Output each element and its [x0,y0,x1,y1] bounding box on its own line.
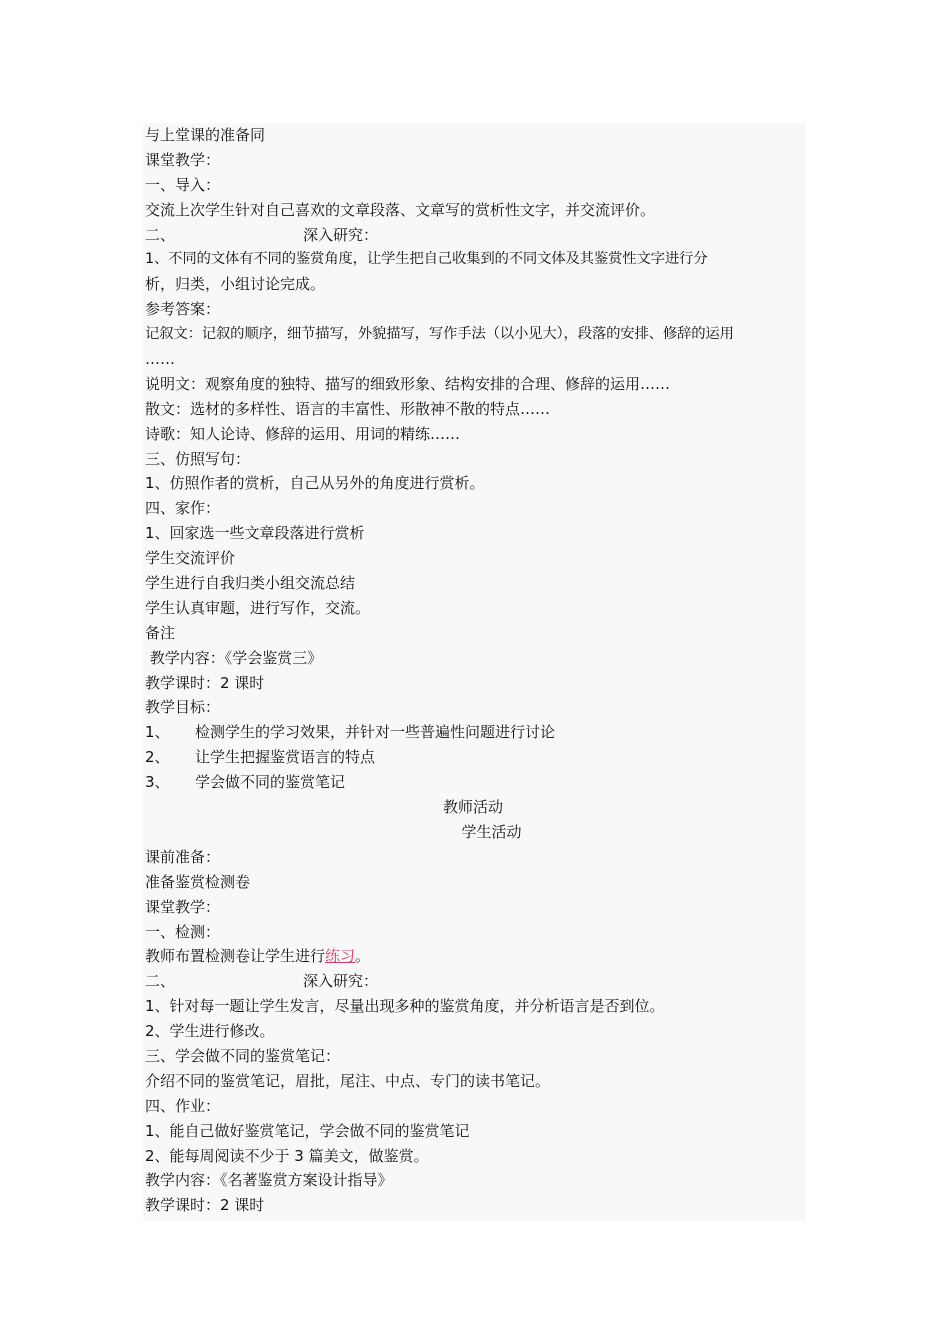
text-line: 四、作业： [145,1096,221,1115]
text-line: 2、能每周阅读不少于 3 篇美文，做鉴赏。 [145,1146,429,1165]
text-line: 1、能自己做好鉴赏笔记，学会做不同的鉴赏笔记 [145,1121,470,1140]
text-line: 教学内容：《学会鉴赏三》 [145,648,323,667]
text-line: 诗歌：知人论诗、修辞的运用、用词的精练…… [145,424,461,443]
text-line: 课堂教学： [145,150,221,169]
text-line: 教学目标： [145,698,221,717]
text-line: 1、仿照作者的赏析，自己从另外的角度进行赏析。 [145,474,485,493]
section-heading [143,223,806,248]
text-line: 学生进行自我归类小组交流总结 [145,574,356,593]
text-line: 1、针对每一题让学生发言，尽量出现多种的鉴赏角度，并分析语言是否到位。 [145,997,665,1016]
section-title: 深入研究： [303,225,379,244]
section-heading [143,969,806,994]
text-line: 四、家作： [145,499,221,518]
objective-item [143,745,806,770]
text-line: 说明文：观察角度的独特、描写的细致形象、结构安排的合理、修辞的运用…… [145,374,671,393]
text-line: 与上堂课的准备同 [145,126,266,144]
objective-text: 检测学生的学习效果，并针对一些普遍性问题进行讨论 [195,723,556,742]
text-line: 三、学会做不同的鉴赏笔记： [145,1046,341,1065]
text-line: 一、导入： [145,175,221,194]
text-line: 介绍不同的鉴赏笔记，眉批，尾注、中点、专门的读书笔记。 [145,1071,551,1090]
teacher-activity-heading: 教师活动 [442,798,503,817]
text-line: 交流上次学生针对自己喜欢的文章段落、文章写的赏析性文字，并交流评价。 [145,200,656,219]
section-number: 二、 [145,972,176,991]
objective-text: 学会做不同的鉴赏笔记 [195,773,346,792]
text-line: 参考答案： [145,300,221,319]
text-line: …… [145,350,175,369]
text-segment: 教师布置检测卷让学生进行 [145,947,326,966]
text-line: 学生认真审题，进行写作，交流。 [145,598,371,617]
text-line: 教学课时：2 课时 [145,1196,265,1215]
text-line: 1、回家选一些文章段落进行赏析 [145,524,365,543]
text-line: 课前准备： [145,847,221,866]
objective-text: 让学生把握鉴赏语言的特点 [195,748,376,767]
lesson-plan-body [143,123,806,1221]
text-line: 记叙文：记叙的顺序，细节描写，外貌描写，写作手法（以小见大），段落的安排、修辞的运用 [145,326,734,343]
text-line: 备注 [145,623,176,642]
section-number: 二、 [145,225,176,244]
student-activity-heading: 学生活动 [461,822,522,841]
objective-number: 2、 [145,748,170,767]
text-line: 课堂教学： [145,897,221,916]
text-line: 一、检测： [145,922,221,941]
text-line: 准备鉴赏检测卷 [145,872,251,891]
text-line: 1、不同的文体有不同的鉴赏角度，让学生把自己收集到的不同文体及其鉴赏性文字进行分 [145,251,708,268]
objective-number: 1、 [145,723,170,742]
text-line: 教学内容：《名著鉴赏方案设计指导》 [145,1171,393,1190]
text-line: 析，归类，小组讨论完成。 [145,275,326,294]
text-line [143,944,806,969]
text-line: 散文：选材的多样性、语言的丰富性、形散神不散的特点…… [145,399,551,418]
objective-item [143,770,806,795]
text-segment: 。 [355,947,371,966]
text-line: 学生交流评价 [145,549,236,568]
text-line: 2、学生进行修改。 [145,1022,275,1041]
practice-link[interactable]: 练习 [325,947,356,966]
objective-number: 3、 [145,773,170,792]
section-title: 深入研究： [303,972,379,991]
objective-item [143,720,806,745]
text-line: 教学课时：2 课时 [145,673,265,692]
text-line: 三、仿照写句： [145,449,251,468]
